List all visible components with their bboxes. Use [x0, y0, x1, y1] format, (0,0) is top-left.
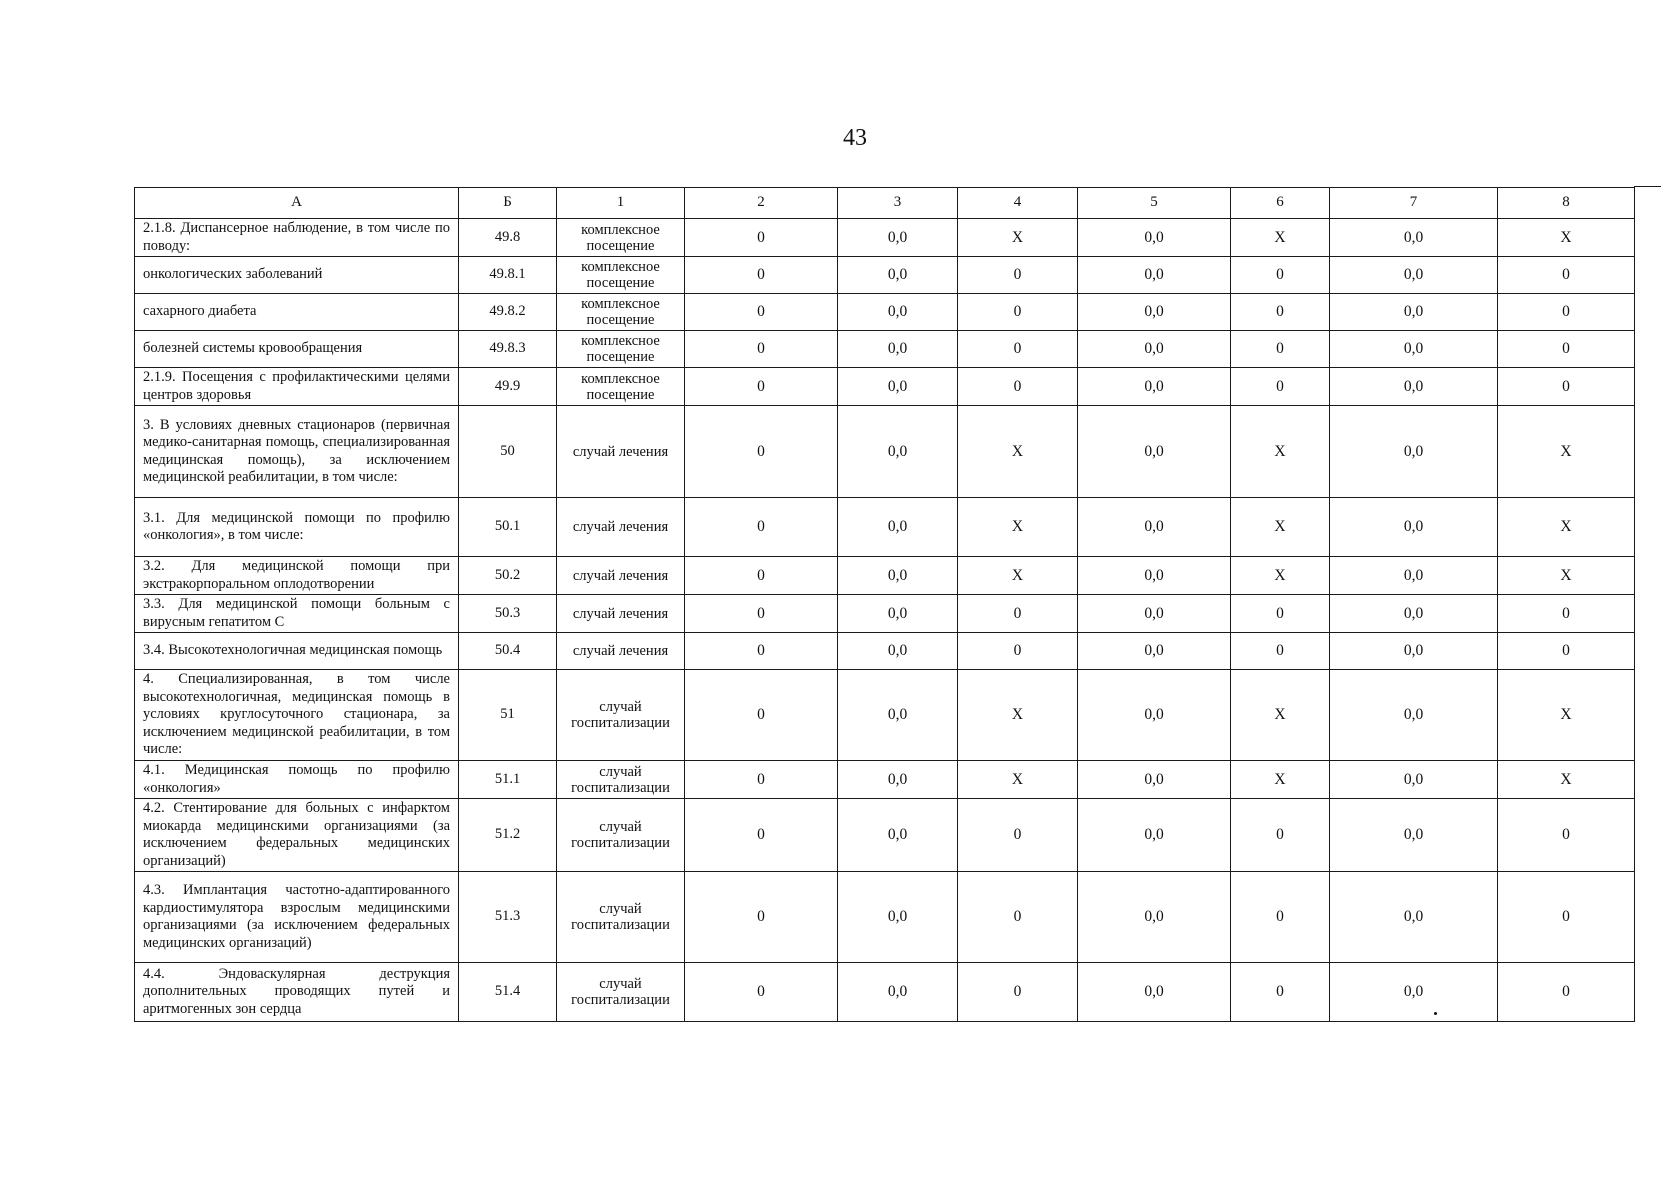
row-unit-cell: случай лечения — [557, 406, 685, 498]
row-value-cell-7: 0,0 — [1330, 595, 1498, 633]
row-value-cell-7: 0,0 — [1330, 368, 1498, 406]
row-code-cell: 49.9 — [459, 368, 557, 406]
row-code-cell: 49.8.2 — [459, 294, 557, 331]
row-code-cell: 49.8 — [459, 219, 557, 257]
row-value-cell-5: 0,0 — [1078, 670, 1231, 761]
row-code-cell: 50 — [459, 406, 557, 498]
row-unit-cell: комплексное посещение — [557, 294, 685, 331]
column-header-4: 4 — [958, 188, 1078, 219]
row-value-cell-7: 0,0 — [1330, 633, 1498, 670]
row-value-cell-3: 0,0 — [838, 963, 958, 1022]
row-value-cell-4: 0 — [958, 872, 1078, 963]
row-name-cell: 3. В условиях дневных стационаров (первичная медико-санитарная помощь, специализированная медицинская помощь), за исключением медицинской реабилитации, в том числе: — [135, 406, 459, 498]
table-header — [135, 188, 1635, 219]
row-unit-cell: комплексное посещение — [557, 368, 685, 406]
row-value-cell-2: 0 — [685, 761, 838, 799]
row-value-cell-4: 0 — [958, 799, 1078, 872]
table-row — [135, 294, 1635, 331]
row-value-cell-5: 0,0 — [1078, 761, 1231, 799]
row-value-cell-5: 0,0 — [1078, 557, 1231, 595]
row-code-cell: 51.3 — [459, 872, 557, 963]
row-value-cell-3: 0,0 — [838, 498, 958, 557]
row-value-cell-4: 0 — [958, 257, 1078, 294]
row-value-cell-5: 0,0 — [1078, 595, 1231, 633]
row-value-cell-3: 0,0 — [838, 406, 958, 498]
row-name-cell: 2.1.8. Диспансерное наблюдение, в том числе по поводу: — [135, 219, 459, 257]
row-value-cell-8: 0 — [1498, 963, 1635, 1022]
table-row — [135, 331, 1635, 368]
row-value-cell-2: 0 — [685, 670, 838, 761]
row-name-cell: 3.2. Для медицинской помощи при экстракорпоральном оплодотворении — [135, 557, 459, 595]
row-value-cell-7: 0,0 — [1330, 799, 1498, 872]
row-value-cell-8: 0 — [1498, 331, 1635, 368]
row-unit-cell: случай госпитализации — [557, 761, 685, 799]
row-value-cell-2: 0 — [685, 294, 838, 331]
row-value-cell-4: X — [958, 761, 1078, 799]
row-unit-cell: комплексное посещение — [557, 257, 685, 294]
row-value-cell-7: 0,0 — [1330, 331, 1498, 368]
row-value-cell-6: 0 — [1231, 595, 1330, 633]
column-header-2: 2 — [685, 188, 838, 219]
row-value-cell-2: 0 — [685, 368, 838, 406]
row-value-cell-2: 0 — [685, 331, 838, 368]
column-header-1: 1 — [557, 188, 685, 219]
row-value-cell-8: X — [1498, 557, 1635, 595]
row-name-cell: онкологических заболеваний — [135, 257, 459, 294]
row-value-cell-5: 0,0 — [1078, 219, 1231, 257]
row-value-cell-6: 0 — [1231, 799, 1330, 872]
row-value-cell-3: 0,0 — [838, 872, 958, 963]
row-value-cell-3: 0,0 — [838, 799, 958, 872]
row-value-cell-4: 0 — [958, 331, 1078, 368]
row-code-cell: 51.2 — [459, 799, 557, 872]
row-code-cell: 49.8.1 — [459, 257, 557, 294]
row-value-cell-2: 0 — [685, 557, 838, 595]
row-value-cell-5: 0,0 — [1078, 498, 1231, 557]
row-value-cell-4: 0 — [958, 294, 1078, 331]
row-value-cell-6: X — [1231, 406, 1330, 498]
row-code-cell: 50.4 — [459, 633, 557, 670]
row-value-cell-6: X — [1231, 670, 1330, 761]
row-value-cell-7: 0,0 — [1330, 498, 1498, 557]
table-row — [135, 799, 1635, 872]
row-value-cell-8: 0 — [1498, 257, 1635, 294]
row-code-cell: 51 — [459, 670, 557, 761]
table-row — [135, 963, 1635, 1022]
row-value-cell-2: 0 — [685, 498, 838, 557]
row-unit-cell: случай госпитализации — [557, 799, 685, 872]
row-value-cell-2: 0 — [685, 633, 838, 670]
row-value-cell-8: X — [1498, 670, 1635, 761]
row-value-cell-7: 0,0 — [1330, 872, 1498, 963]
table-row — [135, 557, 1635, 595]
header-row — [135, 188, 1635, 219]
row-value-cell-8: X — [1498, 498, 1635, 557]
row-value-cell-6: X — [1231, 498, 1330, 557]
row-value-cell-6: X — [1231, 557, 1330, 595]
table-row — [135, 872, 1635, 963]
row-value-cell-8: X — [1498, 219, 1635, 257]
table-edge-line — [1634, 186, 1661, 187]
row-value-cell-3: 0,0 — [838, 331, 958, 368]
row-value-cell-4: X — [958, 670, 1078, 761]
row-name-cell: болезней системы кровообращения — [135, 331, 459, 368]
row-unit-cell: случай госпитализации — [557, 670, 685, 761]
row-name-cell: 4.4. Эндоваскулярная деструкция дополнительных проводящих путей и аритмогенных зон сердца — [135, 963, 459, 1022]
row-code-cell: 50.3 — [459, 595, 557, 633]
row-value-cell-3: 0,0 — [838, 633, 958, 670]
row-value-cell-6: X — [1231, 761, 1330, 799]
row-value-cell-7: 0,0 — [1330, 406, 1498, 498]
row-value-cell-5: 0,0 — [1078, 799, 1231, 872]
column-header-b: Б — [459, 188, 557, 219]
row-value-cell-8: 0 — [1498, 633, 1635, 670]
row-value-cell-6: 0 — [1231, 872, 1330, 963]
row-value-cell-7: 0,0 — [1330, 670, 1498, 761]
row-value-cell-5: 0,0 — [1078, 368, 1231, 406]
row-value-cell-2: 0 — [685, 963, 838, 1022]
row-value-cell-7: 0,0 — [1330, 294, 1498, 331]
row-value-cell-8: 0 — [1498, 368, 1635, 406]
table-row — [135, 761, 1635, 799]
page-number: 43 — [843, 125, 867, 151]
row-unit-cell: случай госпитализации — [557, 963, 685, 1022]
row-name-cell: 3.1. Для медицинской помощи по профилю «онкология», в том числе: — [135, 498, 459, 557]
row-value-cell-3: 0,0 — [838, 219, 958, 257]
row-value-cell-2: 0 — [685, 257, 838, 294]
row-value-cell-3: 0,0 — [838, 294, 958, 331]
row-unit-cell: случай лечения — [557, 557, 685, 595]
row-name-cell: 4. Специализированная, в том числе высокотехнологичная, медицинская помощь в условиях круглосуточного стационара, за исключением медицинской реабилитации, в том числе: — [135, 670, 459, 761]
row-value-cell-5: 0,0 — [1078, 963, 1231, 1022]
row-name-cell: 4.2. Стентирование для больных с инфарктом миокарда медицинскими организациями (за исключением федеральных медицинских организаций) — [135, 799, 459, 872]
row-unit-cell: случай лечения — [557, 498, 685, 557]
row-code-cell: 51.4 — [459, 963, 557, 1022]
row-code-cell: 50.1 — [459, 498, 557, 557]
row-value-cell-4: X — [958, 557, 1078, 595]
table-row — [135, 257, 1635, 294]
row-unit-cell: комплексное посещение — [557, 331, 685, 368]
row-name-cell: 4.3. Имплантация частотно-адаптированного кардиостимулятора взрослым медицинскими организациями (за исключением федеральных медицинских организаций) — [135, 872, 459, 963]
row-value-cell-7: 0,0 — [1330, 257, 1498, 294]
table-row — [135, 670, 1635, 761]
row-value-cell-6: 0 — [1231, 368, 1330, 406]
row-value-cell-3: 0,0 — [838, 257, 958, 294]
row-value-cell-6: 0 — [1231, 963, 1330, 1022]
row-unit-cell: случай лечения — [557, 595, 685, 633]
row-value-cell-8: X — [1498, 406, 1635, 498]
row-value-cell-3: 0,0 — [838, 557, 958, 595]
column-header-5: 5 — [1078, 188, 1231, 219]
row-value-cell-3: 0,0 — [838, 595, 958, 633]
row-value-cell-8: 0 — [1498, 595, 1635, 633]
scan-speck — [1434, 1012, 1437, 1015]
row-name-cell: 4.1. Медицинская помощь по профилю «онкология» — [135, 761, 459, 799]
row-value-cell-6: 0 — [1231, 633, 1330, 670]
row-value-cell-4: 0 — [958, 595, 1078, 633]
row-value-cell-5: 0,0 — [1078, 294, 1231, 331]
table-row — [135, 406, 1635, 498]
row-value-cell-3: 0,0 — [838, 670, 958, 761]
row-value-cell-7: 0,0 — [1330, 557, 1498, 595]
row-value-cell-4: 0 — [958, 963, 1078, 1022]
table-row — [135, 219, 1635, 257]
table-body — [135, 219, 1635, 1022]
row-name-cell: 3.3. Для медицинской помощи больным с вирусным гепатитом С — [135, 595, 459, 633]
row-unit-cell: случай госпитализации — [557, 872, 685, 963]
row-value-cell-3: 0,0 — [838, 761, 958, 799]
row-value-cell-7: 0,0 — [1330, 963, 1498, 1022]
column-header-6: 6 — [1231, 188, 1330, 219]
row-value-cell-8: 0 — [1498, 799, 1635, 872]
row-value-cell-7: 0,0 — [1330, 219, 1498, 257]
row-value-cell-5: 0,0 — [1078, 633, 1231, 670]
row-unit-cell: комплексное посещение — [557, 219, 685, 257]
row-value-cell-6: X — [1231, 219, 1330, 257]
row-value-cell-6: 0 — [1231, 331, 1330, 368]
row-value-cell-5: 0,0 — [1078, 331, 1231, 368]
table-row — [135, 595, 1635, 633]
row-value-cell-2: 0 — [685, 595, 838, 633]
row-name-cell: 2.1.9. Посещения с профилактическими целями центров здоровья — [135, 368, 459, 406]
row-value-cell-4: 0 — [958, 633, 1078, 670]
row-code-cell: 51.1 — [459, 761, 557, 799]
row-name-cell: сахарного диабета — [135, 294, 459, 331]
row-value-cell-8: 0 — [1498, 872, 1635, 963]
row-unit-cell: случай лечения — [557, 633, 685, 670]
row-code-cell: 49.8.3 — [459, 331, 557, 368]
column-header-a: А — [135, 188, 459, 219]
row-value-cell-6: 0 — [1231, 294, 1330, 331]
row-value-cell-6: 0 — [1231, 257, 1330, 294]
row-name-cell: 3.4. Высокотехнологичная медицинская помощь — [135, 633, 459, 670]
row-value-cell-4: X — [958, 219, 1078, 257]
row-value-cell-8: 0 — [1498, 294, 1635, 331]
row-value-cell-7: 0,0 — [1330, 761, 1498, 799]
column-header-7: 7 — [1330, 188, 1498, 219]
data-table — [134, 187, 1635, 1022]
column-header-3: 3 — [838, 188, 958, 219]
row-value-cell-2: 0 — [685, 219, 838, 257]
table-row — [135, 633, 1635, 670]
table-row — [135, 498, 1635, 557]
row-value-cell-8: X — [1498, 761, 1635, 799]
table-row — [135, 368, 1635, 406]
row-code-cell: 50.2 — [459, 557, 557, 595]
column-header-8: 8 — [1498, 188, 1635, 219]
row-value-cell-5: 0,0 — [1078, 406, 1231, 498]
row-value-cell-3: 0,0 — [838, 368, 958, 406]
row-value-cell-5: 0,0 — [1078, 872, 1231, 963]
row-value-cell-5: 0,0 — [1078, 257, 1231, 294]
row-value-cell-4: 0 — [958, 368, 1078, 406]
row-value-cell-4: X — [958, 406, 1078, 498]
row-value-cell-4: X — [958, 498, 1078, 557]
row-value-cell-2: 0 — [685, 872, 838, 963]
row-value-cell-2: 0 — [685, 799, 838, 872]
row-value-cell-2: 0 — [685, 406, 838, 498]
